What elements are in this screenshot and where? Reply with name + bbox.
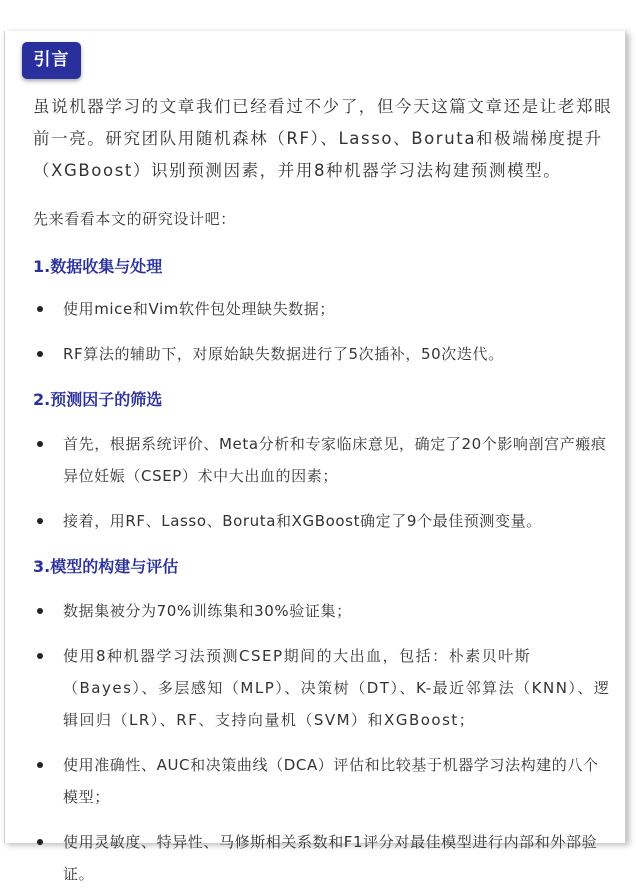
section-list-predictor-selection xyxy=(33,428,613,537)
bullet-icon xyxy=(37,653,43,659)
intro-tag: 引言 xyxy=(22,42,81,79)
list-item xyxy=(33,505,613,537)
section-heading-model-building: 3.模型的构建与评估 xyxy=(33,557,179,576)
bullet-icon xyxy=(37,518,43,524)
bullet-icon xyxy=(37,839,43,845)
list-item-text: 使用8种机器学习法预测CSEP期间的大出血，包括：朴素贝叶斯（Bayes）、多层感知（MLP）、决策树（DT）、K-最近邻算法（KNN）、逻辑回归（LR）、RF、支持向量机（SVM）和XGBoost； xyxy=(63,647,611,729)
list-item xyxy=(33,826,613,890)
list-item-text: 接着，用RF、Lasso、Boruta和XGBoost确定了9个最佳预测变量。 xyxy=(63,512,542,530)
section-list-model-building xyxy=(33,595,613,890)
list-item xyxy=(33,338,613,370)
bullet-icon xyxy=(37,306,43,312)
lead-text: 先来看看本文的研究设计吧： xyxy=(33,210,236,228)
list-item xyxy=(33,293,613,325)
list-item-text: 使用mice和Vim软件包处理缺失数据； xyxy=(63,300,335,318)
list-item xyxy=(33,595,613,627)
bullet-icon xyxy=(37,608,43,614)
list-item xyxy=(33,749,613,813)
section-heading-data-processing: 1.数据收集与处理 xyxy=(33,257,163,276)
bullet-icon xyxy=(37,351,43,357)
list-item-text: 使用准确性、AUC和决策曲线（DCA）评估和比较基于机器学习法构建的八个模型； xyxy=(63,756,599,806)
bullet-icon xyxy=(37,441,43,447)
intro-paragraph: 虽说机器学习的文章我们已经看过不少了，但今天这篇文章还是让老郑眼前一亮。研究团队用随机森林（RF）、Lasso、Boruta和极端梯度提升（XGBoost）识别预测因素，并用8种机器学习法构建预测模型。 xyxy=(33,97,613,180)
list-item-text: 数据集被分为70%训练集和30%验证集； xyxy=(63,602,352,620)
section-heading-predictor-selection: 2.预测因子的筛选 xyxy=(33,390,163,409)
section-list-data-processing xyxy=(33,293,613,370)
list-item xyxy=(33,640,613,736)
intro-card xyxy=(4,31,626,883)
list-item-text: RF算法的辅助下，对原始缺失数据进行了5次插补，50次迭代。 xyxy=(63,345,504,363)
bullet-icon xyxy=(37,762,43,768)
article-content xyxy=(33,91,613,890)
list-item xyxy=(33,428,613,492)
list-item-text: 首先，根据系统评价、Meta分析和专家临床意见，确定了20个影响剖宫产瘢痕异位妊娠（CSEP）术中大出血的因素； xyxy=(63,435,607,485)
list-item-text: 使用灵敏度、特异性、马修斯相关系数和F1评分对最佳模型进行内部和外部验证。 xyxy=(63,833,598,883)
